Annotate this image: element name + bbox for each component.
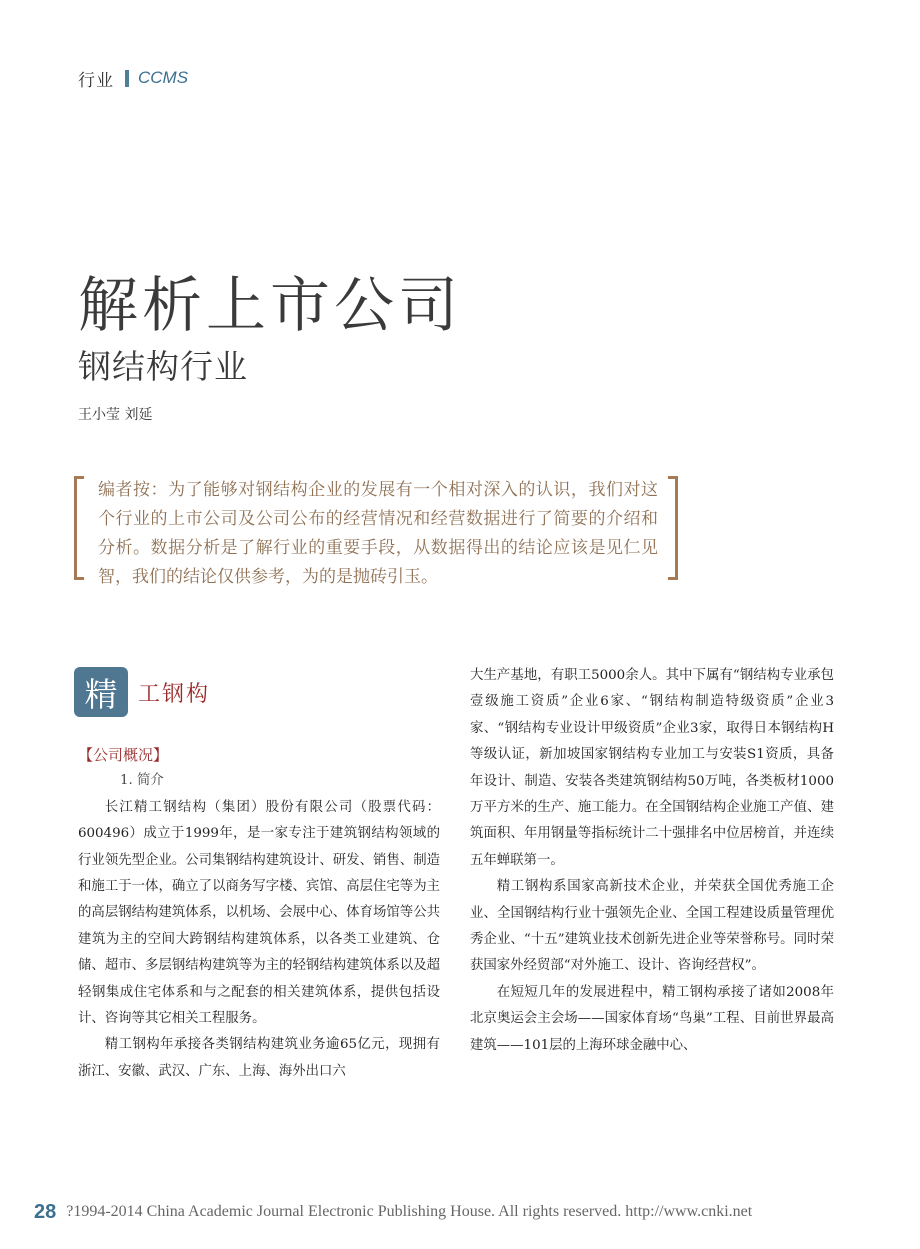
section-label: 行业: [78, 70, 114, 91]
article-subtitle: 钢结构行业: [78, 347, 248, 386]
body-paragraph: 精工钢构系国家高新技术企业，并荣获全国优秀施工企业、全国钢结构行业十强领先企业、全国工程建设质量管理优秀企业、“十五”建筑业技术创新先进企业等荣誉称号。同时荣获国家外经贸部“对外施工、设计、咨询经营权”。: [470, 879, 834, 974]
right-column: [470, 663, 834, 1059]
right-bracket: [668, 476, 678, 580]
left-bracket: [74, 476, 84, 580]
body-paragraph: 长江精工钢结构（集团）股份有限公司（股票代码：600496）成立于1999年，是一家专注于建筑钢结构领域的行业领先型企业。公司集钢结构建筑设计、研发、销售、制造和施工于一体，确立了以商务写字楼、宾馆、高层住宅等为主的高层钢结构建筑体系，以机场、会展中心、体育场馆等公共建筑为主的空间大跨钢结构建筑体系，以各类工业建筑、仓储、超市、多层钢结构建筑等为主的轻钢结构建筑体系以及超轻钢集成住宅体系和与之配套的相关建筑体系，提供包括设计、咨询等其它相关工程服务。: [78, 799, 440, 1027]
copyright-notice: ?1994-2014 China Academic Journal Electronic Publishing House. All rights reserved. http://www.cnki.net: [66, 1203, 753, 1220]
company-overview-heading: 【公司概况】: [78, 746, 169, 764]
body-paragraph: 在短短几年的发展进程中，精工钢构承接了诸如2008年北京奥运会主会场——国家体育场“鸟巢”工程、目前世界最高建筑——101层的上海环球金融中心、: [470, 984, 834, 1053]
body-paragraph: 大生产基地，有职工5000余人。其中下属有“钢结构专业承包壹级施工资质”企业6家、“钢结构制造特级资质”企业3家、“钢结构专业设计甲级资质”企业3家，取得日本钢结构H等级认证，新加坡国家钢结构专业加工与安装S1资质，具备年设计、制造、安装各类建筑钢结构50万吨，各类板材1000万平方米的生产、施工能力。在全国钢结构企业施工产值、建筑面积、年用钢量等指标统计二十强排名中位居榜首，并连续五年蝉联第一。: [470, 668, 834, 868]
article-title: 解析上市公司: [78, 271, 462, 341]
body-paragraph: 精工钢构年承接各类钢结构建筑业务逾65亿元，现拥有浙江、安徽、武汉、广东、上海、海外出口六: [78, 1037, 440, 1079]
header-divider: [125, 70, 129, 87]
editor-note-text: 编者按：为了能够对钢结构企业的发展有一个相对深入的认识，我们对这个行业的上市公司及公司公布的经营情况和经营数据进行了简要的介绍和分析。数据分析是了解行业的重要手段，从数据得出的结论应该是见仁见智，我们的结论仅供参考，为的是抛砖引玉。: [98, 480, 658, 587]
left-column: [78, 742, 440, 1085]
section-heading: [74, 667, 210, 717]
authors: 王小莹 刘延: [78, 407, 153, 423]
page-footer: [34, 1200, 752, 1224]
section-heading-text: 工钢构: [138, 681, 211, 707]
editor-note: [74, 476, 678, 587]
intro-heading: 1. 简介: [120, 773, 164, 789]
brand-label: CCMS: [138, 68, 189, 87]
section-dropcap: 精: [74, 667, 128, 717]
running-header: [78, 66, 188, 90]
page-number: 28: [34, 1200, 57, 1223]
